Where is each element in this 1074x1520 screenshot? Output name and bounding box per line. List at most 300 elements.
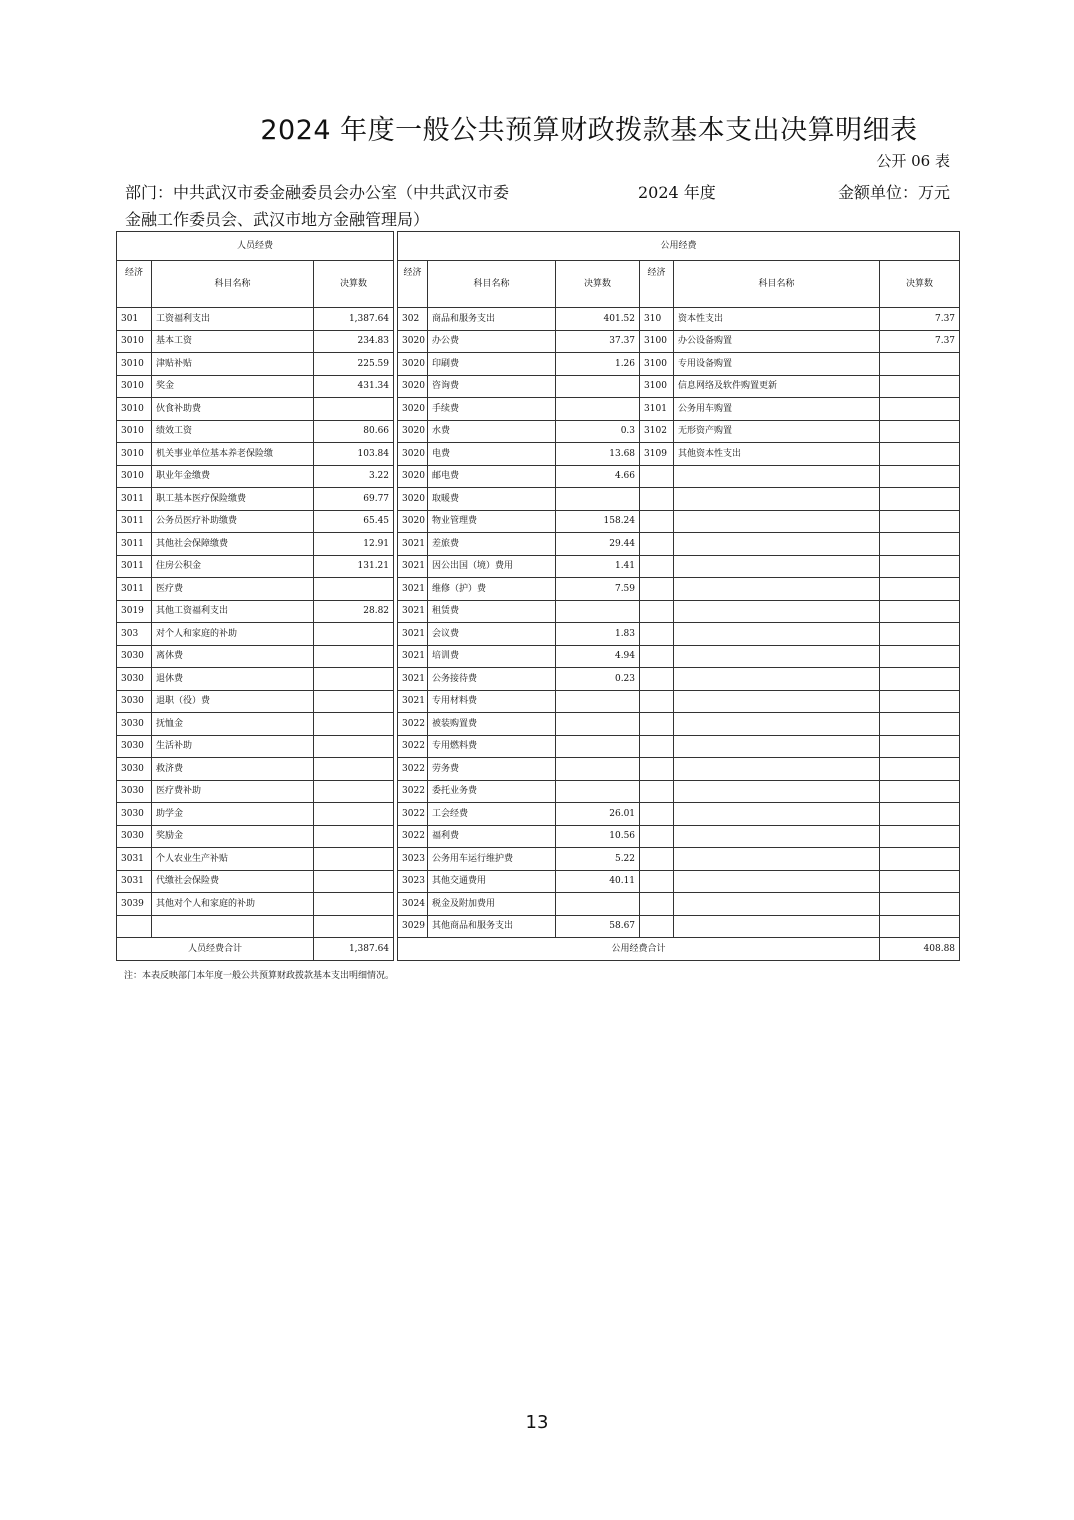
- public-code-cell: 3022: [398, 803, 428, 826]
- capital-code-cell: [640, 825, 674, 848]
- personnel-amount-cell: [314, 825, 394, 848]
- capital-amount-cell: [880, 623, 960, 646]
- public-code-cell: 3022: [398, 780, 428, 803]
- capital-code-cell: [640, 578, 674, 601]
- personnel-name-cell: 公务员医疗补助缴费: [152, 510, 314, 533]
- public-code-cell: 3023: [398, 870, 428, 893]
- personnel-total-label: 人员经费合计: [117, 938, 314, 961]
- public-amount-cell: [556, 758, 640, 781]
- public-name-cell: 手续费: [428, 398, 556, 421]
- public-amount-cell: [556, 398, 640, 421]
- personnel-code-cell: 3030: [117, 735, 152, 758]
- personnel-amount-cell: [314, 893, 394, 916]
- capital-amount-cell: [880, 780, 960, 803]
- personnel-amount-cell: 225.59: [314, 353, 394, 376]
- capital-name-cell: [674, 690, 880, 713]
- public-code-cell: 3021: [398, 555, 428, 578]
- capital-code-cell: [640, 465, 674, 488]
- personnel-name-cell: 职业年金缴费: [152, 465, 314, 488]
- capital-code-cell: [640, 533, 674, 556]
- public-amount-cell: [556, 488, 640, 511]
- capital-code-cell: [640, 848, 674, 871]
- public-amount-cell: [556, 690, 640, 713]
- table-row: [117, 848, 960, 871]
- personnel-amount-cell: [314, 915, 394, 938]
- capital-code-cell: [640, 893, 674, 916]
- personnel-code-cell: 3019: [117, 600, 152, 623]
- personnel-code-cell: 3030: [117, 645, 152, 668]
- personnel-name-cell: 伙食补助费: [152, 398, 314, 421]
- personnel-name-cell: 医疗费: [152, 578, 314, 601]
- table-row: [117, 735, 960, 758]
- personnel-code-cell: 3011: [117, 510, 152, 533]
- public-amount-cell: 0.3: [556, 420, 640, 443]
- table-code: 公开 06 表: [876, 152, 950, 170]
- capital-name-cell: [674, 870, 880, 893]
- public-amount-cell: [556, 735, 640, 758]
- table-row: [117, 308, 960, 331]
- public-name-cell: 公务接待费: [428, 668, 556, 691]
- personnel-amount-cell: 431.34: [314, 375, 394, 398]
- personnel-code-cell: 3010: [117, 375, 152, 398]
- personnel-name-cell: 其他工资福利支出: [152, 600, 314, 623]
- capital-code-cell: [640, 735, 674, 758]
- personnel-amount-cell: [314, 645, 394, 668]
- table-row: [117, 510, 960, 533]
- public-code-cell: 3022: [398, 713, 428, 736]
- capital-code-cell: [640, 623, 674, 646]
- public-name-cell: 福利费: [428, 825, 556, 848]
- personnel-code-cell: 3011: [117, 533, 152, 556]
- public-code-cell: 3020: [398, 330, 428, 353]
- capital-code-cell: [640, 510, 674, 533]
- capital-amount-cell: 7.37: [880, 330, 960, 353]
- personnel-code-cell: 3010: [117, 353, 152, 376]
- expenditure-table: [116, 231, 960, 961]
- table-row: [117, 420, 960, 443]
- personnel-name-cell: 其他对个人和家庭的补助: [152, 893, 314, 916]
- department-line2: 金融工作委员会、武汉市地方金融管理局）: [125, 210, 430, 229]
- capital-amount-cell: [880, 555, 960, 578]
- public-name-cell: 电费: [428, 443, 556, 466]
- public-name-cell: 办公费: [428, 330, 556, 353]
- public-amount-cell: 4.66: [556, 465, 640, 488]
- capital-code-cell: [640, 555, 674, 578]
- public-code-cell: 302: [398, 308, 428, 331]
- capital-code-cell: 3109: [640, 443, 674, 466]
- public-code-cell: 3024: [398, 893, 428, 916]
- public-code-cell: 3020: [398, 398, 428, 421]
- public-amount-cell: [556, 600, 640, 623]
- header-econ-code: 经济: [640, 261, 674, 308]
- personnel-name-cell: 基本工资: [152, 330, 314, 353]
- personnel-total-amount: 1,387.64: [314, 938, 394, 961]
- capital-amount-cell: [880, 578, 960, 601]
- public-amount-cell: [556, 375, 640, 398]
- capital-amount-cell: [880, 825, 960, 848]
- capital-name-cell: [674, 848, 880, 871]
- public-amount-cell: 58.67: [556, 915, 640, 938]
- table-row: [117, 488, 960, 511]
- personnel-amount-cell: 69.77: [314, 488, 394, 511]
- header-amount: 决算数: [314, 261, 394, 308]
- public-code-cell: 3021: [398, 668, 428, 691]
- personnel-name-cell: 救济费: [152, 758, 314, 781]
- table-row: [117, 803, 960, 826]
- personnel-amount-cell: [314, 578, 394, 601]
- public-amount-cell: 0.23: [556, 668, 640, 691]
- personnel-amount-cell: [314, 780, 394, 803]
- capital-name-cell: [674, 488, 880, 511]
- public-name-cell: 税金及附加费用: [428, 893, 556, 916]
- public-code-cell: 3021: [398, 690, 428, 713]
- public-amount-cell: 1.41: [556, 555, 640, 578]
- personnel-code-cell: 3030: [117, 758, 152, 781]
- personnel-code-cell: 303: [117, 623, 152, 646]
- personnel-amount-cell: [314, 668, 394, 691]
- capital-name-cell: [674, 825, 880, 848]
- capital-amount-cell: [880, 668, 960, 691]
- capital-code-cell: 3102: [640, 420, 674, 443]
- public-amount-cell: 5.22: [556, 848, 640, 871]
- personnel-name-cell: 个人农业生产补贴: [152, 848, 314, 871]
- public-amount-cell: 40.11: [556, 870, 640, 893]
- capital-code-cell: 3101: [640, 398, 674, 421]
- capital-code-cell: [640, 780, 674, 803]
- personnel-amount-cell: 80.66: [314, 420, 394, 443]
- public-name-cell: 委托业务费: [428, 780, 556, 803]
- header-amount: 决算数: [556, 261, 640, 308]
- capital-amount-cell: [880, 690, 960, 713]
- public-amount-cell: 158.24: [556, 510, 640, 533]
- public-name-cell: 租赁费: [428, 600, 556, 623]
- personnel-amount-cell: 3.22: [314, 465, 394, 488]
- capital-code-cell: 310: [640, 308, 674, 331]
- table-row: [117, 690, 960, 713]
- capital-code-cell: [640, 803, 674, 826]
- capital-name-cell: [674, 893, 880, 916]
- table-row: [117, 533, 960, 556]
- public-name-cell: 其他交通费用: [428, 870, 556, 893]
- personnel-amount-cell: [314, 848, 394, 871]
- personnel-code-cell: 3030: [117, 668, 152, 691]
- header-public: 公用经费: [398, 232, 960, 261]
- personnel-code-cell: 3011: [117, 578, 152, 601]
- public-amount-cell: 26.01: [556, 803, 640, 826]
- public-name-cell: 培训费: [428, 645, 556, 668]
- capital-code-cell: [640, 713, 674, 736]
- header-amount: 决算数: [880, 261, 960, 308]
- public-code-cell: 3021: [398, 533, 428, 556]
- public-name-cell: 公务用车运行维护费: [428, 848, 556, 871]
- public-name-cell: 维修（护）费: [428, 578, 556, 601]
- public-code-cell: 3022: [398, 825, 428, 848]
- public-amount-cell: 13.68: [556, 443, 640, 466]
- personnel-code-cell: 3030: [117, 803, 152, 826]
- public-name-cell: 专用燃料费: [428, 735, 556, 758]
- public-code-cell: 3023: [398, 848, 428, 871]
- public-code-cell: 3022: [398, 735, 428, 758]
- page-title: 2024 年度一般公共预算财政拨款基本支出决算明细表: [260, 115, 918, 146]
- report-year: 2024 年度: [638, 183, 716, 202]
- capital-code-cell: [640, 690, 674, 713]
- table-row: [117, 758, 960, 781]
- personnel-name-cell: 生活补助: [152, 735, 314, 758]
- capital-amount-cell: [880, 420, 960, 443]
- public-amount-cell: [556, 893, 640, 916]
- capital-name-cell: [674, 803, 880, 826]
- public-name-cell: 会议费: [428, 623, 556, 646]
- capital-code-cell: 3100: [640, 330, 674, 353]
- public-name-cell: 专用材料费: [428, 690, 556, 713]
- capital-amount-cell: [880, 510, 960, 533]
- capital-amount-cell: [880, 353, 960, 376]
- table-row: [117, 915, 960, 938]
- capital-amount-cell: [880, 488, 960, 511]
- capital-code-cell: [640, 758, 674, 781]
- personnel-amount-cell: [314, 713, 394, 736]
- header-personnel: 人员经费: [117, 232, 394, 261]
- table-row: [117, 870, 960, 893]
- personnel-code-cell: 3010: [117, 443, 152, 466]
- capital-code-cell: [640, 668, 674, 691]
- public-code-cell: 3020: [398, 443, 428, 466]
- table-row: [117, 713, 960, 736]
- capital-name-cell: [674, 555, 880, 578]
- header-econ-code: 经济: [398, 261, 428, 308]
- public-name-cell: 物业管理费: [428, 510, 556, 533]
- public-name-cell: 水费: [428, 420, 556, 443]
- personnel-code-cell: 3030: [117, 780, 152, 803]
- table-row: [117, 353, 960, 376]
- public-code-cell: 3021: [398, 600, 428, 623]
- personnel-amount-cell: 131.21: [314, 555, 394, 578]
- capital-name-cell: [674, 713, 880, 736]
- capital-amount-cell: [880, 465, 960, 488]
- public-amount-cell: 4.94: [556, 645, 640, 668]
- table-row: [117, 398, 960, 421]
- capital-amount-cell: [880, 803, 960, 826]
- public-amount-cell: [556, 713, 640, 736]
- capital-code-cell: [640, 915, 674, 938]
- personnel-name-cell: 其他社会保障缴费: [152, 533, 314, 556]
- public-amount-cell: [556, 780, 640, 803]
- header-subject-name: 科目名称: [428, 261, 556, 308]
- public-amount-cell: 7.59: [556, 578, 640, 601]
- personnel-amount-cell: 1,387.64: [314, 308, 394, 331]
- public-total-amount: 408.88: [880, 938, 960, 961]
- table-row: [117, 555, 960, 578]
- table-row: [117, 465, 960, 488]
- table-row: [117, 668, 960, 691]
- personnel-amount-cell: [314, 623, 394, 646]
- personnel-code-cell: 3030: [117, 690, 152, 713]
- personnel-name-cell: 退休费: [152, 668, 314, 691]
- personnel-code-cell: 3030: [117, 713, 152, 736]
- personnel-name-cell: 绩效工资: [152, 420, 314, 443]
- public-code-cell: 3021: [398, 623, 428, 646]
- public-name-cell: 差旅费: [428, 533, 556, 556]
- table-note: 注：本表反映部门本年度一般公共预算财政拨款基本支出明细情况。: [124, 971, 395, 981]
- public-code-cell: 3021: [398, 578, 428, 601]
- capital-amount-cell: [880, 600, 960, 623]
- header-econ-code: 经济: [117, 261, 152, 308]
- personnel-amount-cell: [314, 870, 394, 893]
- capital-name-cell: [674, 645, 880, 668]
- public-code-cell: 3020: [398, 353, 428, 376]
- amount-unit: 金额单位：万元: [837, 183, 950, 202]
- table-row: [117, 375, 960, 398]
- capital-amount-cell: [880, 848, 960, 871]
- capital-code-cell: [640, 600, 674, 623]
- public-code-cell: 3020: [398, 420, 428, 443]
- public-total-label: 公用经费合计: [398, 938, 880, 961]
- capital-name-cell: [674, 533, 880, 556]
- public-code-cell: 3020: [398, 465, 428, 488]
- personnel-name-cell: 抚恤金: [152, 713, 314, 736]
- department-line1: 部门：中共武汉市委金融委员会办公室（中共武汉市委: [125, 183, 510, 202]
- public-amount-cell: 29.44: [556, 533, 640, 556]
- personnel-amount-cell: [314, 690, 394, 713]
- capital-amount-cell: 7.37: [880, 308, 960, 331]
- personnel-amount-cell: 103.84: [314, 443, 394, 466]
- personnel-name-cell: 住房公积金: [152, 555, 314, 578]
- page-number: 13: [525, 1412, 549, 1433]
- personnel-code-cell: 3010: [117, 330, 152, 353]
- capital-amount-cell: [880, 893, 960, 916]
- capital-name-cell: 资本性支出: [674, 308, 880, 331]
- public-name-cell: 取暖费: [428, 488, 556, 511]
- personnel-code-cell: [117, 915, 152, 938]
- personnel-code-cell: 3010: [117, 420, 152, 443]
- capital-name-cell: [674, 578, 880, 601]
- public-amount-cell: 401.52: [556, 308, 640, 331]
- table-row: [117, 825, 960, 848]
- capital-name-cell: [674, 465, 880, 488]
- public-amount-cell: 1.83: [556, 623, 640, 646]
- capital-name-cell: [674, 758, 880, 781]
- public-name-cell: 印刷费: [428, 353, 556, 376]
- table-row: [117, 893, 960, 916]
- capital-amount-cell: [880, 645, 960, 668]
- public-name-cell: 其他商品和服务支出: [428, 915, 556, 938]
- personnel-amount-cell: [314, 398, 394, 421]
- public-name-cell: 被装购置费: [428, 713, 556, 736]
- table-row: [117, 600, 960, 623]
- personnel-code-cell: 3011: [117, 488, 152, 511]
- capital-name-cell: [674, 600, 880, 623]
- public-amount-cell: 10.56: [556, 825, 640, 848]
- header-subject-name: 科目名称: [674, 261, 880, 308]
- capital-name-cell: 其他资本性支出: [674, 443, 880, 466]
- public-amount-cell: 1.26: [556, 353, 640, 376]
- table-row: [117, 443, 960, 466]
- capital-amount-cell: [880, 915, 960, 938]
- personnel-code-cell: 3031: [117, 848, 152, 871]
- public-code-cell: 3029: [398, 915, 428, 938]
- header-subject-name: 科目名称: [152, 261, 314, 308]
- public-amount-cell: 37.37: [556, 330, 640, 353]
- table-row: [117, 780, 960, 803]
- public-code-cell: 3020: [398, 510, 428, 533]
- personnel-amount-cell: [314, 735, 394, 758]
- personnel-name-cell: [152, 915, 314, 938]
- table-row: [117, 330, 960, 353]
- capital-code-cell: [640, 870, 674, 893]
- personnel-name-cell: 退职（役）费: [152, 690, 314, 713]
- capital-amount-cell: [880, 713, 960, 736]
- personnel-amount-cell: [314, 758, 394, 781]
- capital-amount-cell: [880, 398, 960, 421]
- personnel-code-cell: 301: [117, 308, 152, 331]
- capital-name-cell: [674, 510, 880, 533]
- personnel-name-cell: 医疗费补助: [152, 780, 314, 803]
- capital-name-cell: 无形资产购置: [674, 420, 880, 443]
- personnel-amount-cell: 234.83: [314, 330, 394, 353]
- capital-code-cell: 3100: [640, 375, 674, 398]
- capital-name-cell: [674, 780, 880, 803]
- capital-amount-cell: [880, 443, 960, 466]
- personnel-amount-cell: 12.91: [314, 533, 394, 556]
- capital-name-cell: 办公设备购置: [674, 330, 880, 353]
- capital-amount-cell: [880, 375, 960, 398]
- table-row: [117, 623, 960, 646]
- personnel-name-cell: 代缴社会保险费: [152, 870, 314, 893]
- public-code-cell: 3021: [398, 645, 428, 668]
- public-name-cell: 邮电费: [428, 465, 556, 488]
- personnel-code-cell: 3010: [117, 398, 152, 421]
- capital-name-cell: 公务用车购置: [674, 398, 880, 421]
- capital-amount-cell: [880, 870, 960, 893]
- personnel-name-cell: 机关事业单位基本养老保险缴: [152, 443, 314, 466]
- table-row: [117, 645, 960, 668]
- personnel-code-cell: 3011: [117, 555, 152, 578]
- personnel-name-cell: 工资福利支出: [152, 308, 314, 331]
- personnel-amount-cell: 65.45: [314, 510, 394, 533]
- personnel-name-cell: 助学金: [152, 803, 314, 826]
- capital-code-cell: [640, 645, 674, 668]
- public-name-cell: 工会经费: [428, 803, 556, 826]
- personnel-code-cell: 3031: [117, 870, 152, 893]
- capital-amount-cell: [880, 758, 960, 781]
- capital-name-cell: [674, 623, 880, 646]
- personnel-name-cell: 奖金: [152, 375, 314, 398]
- personnel-code-cell: 3039: [117, 893, 152, 916]
- capital-code-cell: 3100: [640, 353, 674, 376]
- capital-name-cell: 信息网络及软件购置更新: [674, 375, 880, 398]
- personnel-code-cell: 3030: [117, 825, 152, 848]
- capital-amount-cell: [880, 533, 960, 556]
- personnel-name-cell: 对个人和家庭的补助: [152, 623, 314, 646]
- public-code-cell: 3022: [398, 758, 428, 781]
- personnel-name-cell: 职工基本医疗保险缴费: [152, 488, 314, 511]
- table-row: [117, 578, 960, 601]
- personnel-name-cell: 奖励金: [152, 825, 314, 848]
- capital-name-cell: 专用设备购置: [674, 353, 880, 376]
- capital-name-cell: [674, 735, 880, 758]
- public-code-cell: 3020: [398, 375, 428, 398]
- personnel-amount-cell: [314, 803, 394, 826]
- personnel-name-cell: 离休费: [152, 645, 314, 668]
- capital-name-cell: [674, 668, 880, 691]
- public-code-cell: 3020: [398, 488, 428, 511]
- public-name-cell: 劳务费: [428, 758, 556, 781]
- capital-amount-cell: [880, 735, 960, 758]
- public-name-cell: 因公出国（境）费用: [428, 555, 556, 578]
- public-name-cell: 咨询费: [428, 375, 556, 398]
- personnel-code-cell: 3010: [117, 465, 152, 488]
- public-name-cell: 商品和服务支出: [428, 308, 556, 331]
